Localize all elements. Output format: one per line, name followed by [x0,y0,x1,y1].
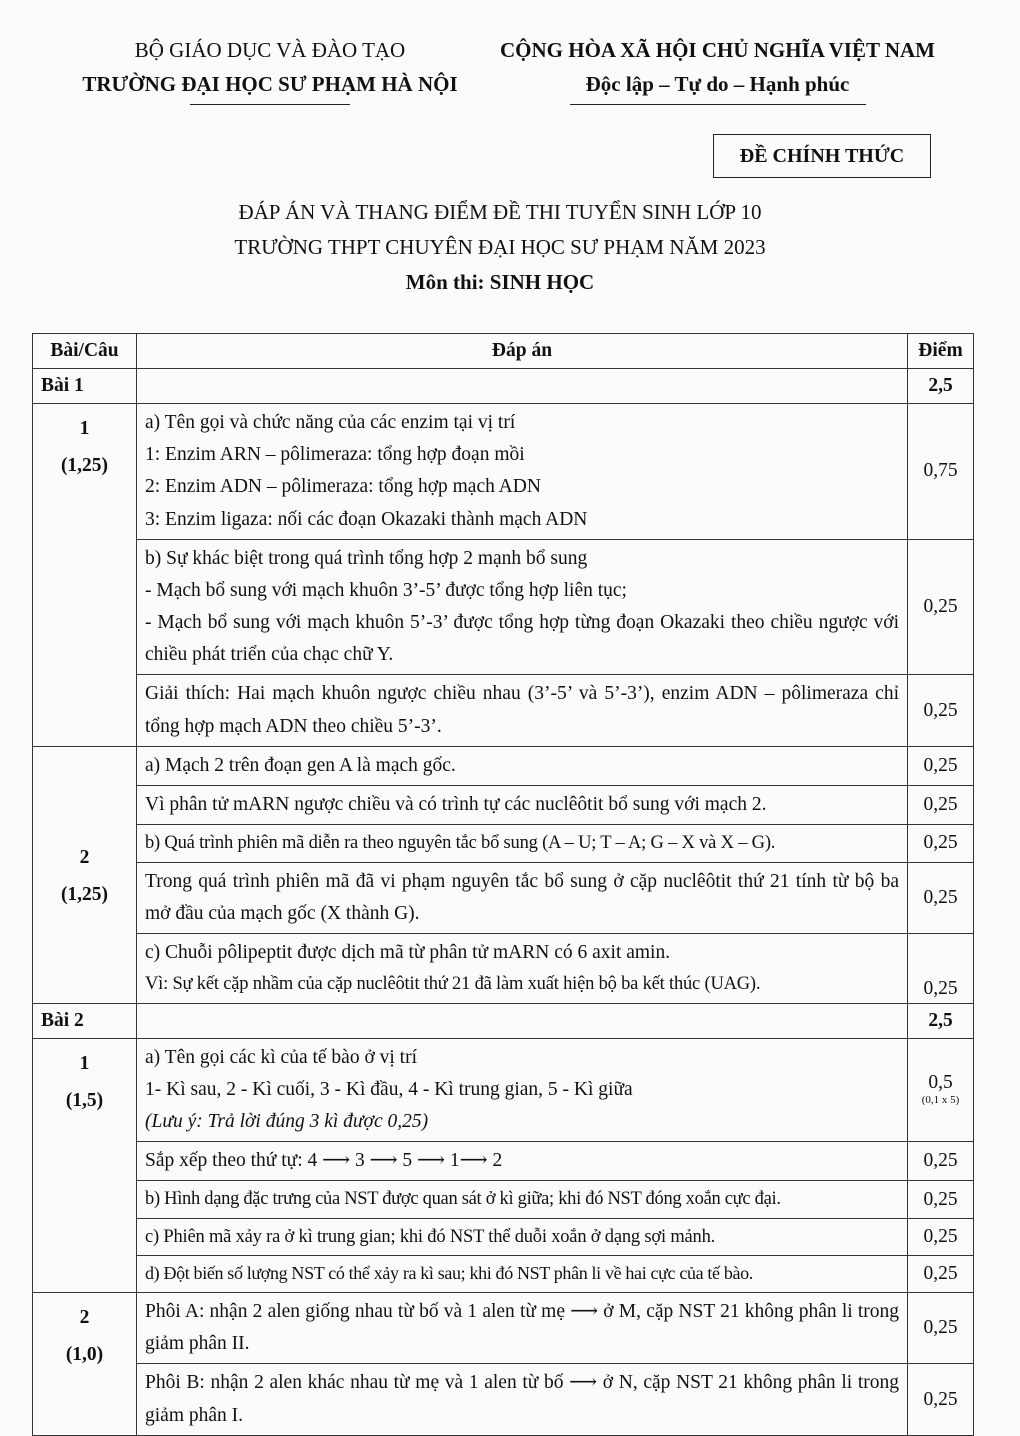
table-header-row [33,334,974,369]
table-row [33,1364,974,1435]
table-row [33,785,974,824]
b2c1-r5-points: 0,25 [908,1256,974,1293]
doc-subject: Môn thi: SINH HỌC [405,270,595,294]
header-points: Điểm [908,334,974,369]
doc-title-line2: TRƯỜNG THPT CHUYÊN ĐẠI HỌC SƯ PHẠM NĂM 2023 [234,235,766,259]
header-answer: Đáp án [137,334,908,369]
b2c1-r5: d) Đột biến số lượng NST có thể xảy ra kì sau; khi đó NST phân li về hai cực của tế bào. [137,1256,908,1293]
table-row [33,539,974,675]
header-right [480,34,955,101]
b1c2-r4: Trong quá trình phiên mã đã vi phạm nguyên tắc bổ sung ở cặp nuclêôtit thứ 21 tính từ bộ ba mở đầu của mạch gốc (X thành G). [137,862,908,933]
answer-table [32,333,974,1436]
b2c1-r3: b) Hình dạng đặc trưng của NST được quan sát ở kì giữa; khi đó NST đóng xoắn cực đại. [137,1181,908,1219]
b2c1-r2: Sắp xếp theo thứ tự: 4 ⟶ 3 ⟶ 5 ⟶ 1⟶ 2 [137,1142,908,1181]
country-name: CỘNG HÒA XÃ HỘI CHỦ NGHĨA VIỆT NAM [499,38,936,62]
b2c2-r2-points: 0,25 [908,1364,974,1435]
right-underline [570,104,866,105]
left-underline [190,104,350,105]
b2c2-r2: Phôi B: nhận 2 alen khác nhau từ mẹ và 1 alen từ bố ⟶ ở N, cặp NST 21 không phân li trong giảm phân I. [137,1364,908,1435]
table-row [33,933,974,1003]
table-row [33,404,974,540]
b2c1-r1: a) Tên gọi các kì của tế bào ở vị trí 1- Kì sau, 2 - Kì cuối, 3 - Kì đầu, 4 - Kì trung gian, 5 - Kì giữa (Lưu ý: Trả lời đúng 3 kì được 0,25) [137,1038,908,1142]
b1c1-a-points: 0,75 [908,404,974,540]
official-stamp-box: ĐỀ CHÍNH THỨC [713,134,931,178]
header-left [60,34,480,101]
b1c1-explain: Giải thích: Hai mạch khuôn ngược chiều nhau (3’-5’ và 5’-3’), enzim ADN – pôlimeraza chỉ tổng hợp mạch ADN theo chiều 5’-3’. [137,675,908,746]
b2c1-r1-points: 0,5 (0,1 x 5) [908,1038,974,1142]
b2c1-label: 1 (1,5) [33,1038,137,1292]
b2c1-r4-points: 0,25 [908,1218,974,1256]
b1c2-label: 2 (1,25) [33,746,137,1003]
bai1-points: 2,5 [908,369,974,404]
b1c2-r4-points: 0,25 [908,862,974,933]
bai2-points: 2,5 [908,1003,974,1038]
table-row [33,1256,974,1293]
b2c1-r4: c) Phiên mã xảy ra ở kì trung gian; khi đó NST thể duỗi xoắn ở dạng sợi mảnh. [137,1218,908,1256]
b1c2-r1: a) Mạch 2 trên đoạn gen A là mạch gốc. [137,746,908,785]
university-name: TRƯỜNG ĐẠI HỌC SƯ PHẠM HÀ NỘI [82,71,458,96]
b1c1-part-a: a) Tên gọi và chức năng của các enzim tại vị trí 1: Enzim ARN – pôlimeraza: tổng hợp đoạn mồi 2: Enzim ADN – pôlimeraza: tổng hợp mạch ADN 3: Enzim ligaza: nối các đoạn Okazaki thành mạch ADN [137,404,908,540]
b2c1-r3-points: 0,25 [908,1181,974,1219]
b1c2-r2-points: 0,25 [908,785,974,824]
b1c1-b-points: 0,25 [908,539,974,675]
b1c2-r5: c) Chuỗi pôlipeptit được dịch mã từ phân tử mARN có 6 axit amin. Vì: Sự kết cặp nhầm của cặp nuclêôtit thứ 21 đã làm xuất hiện bộ ba kết thúc (UAG). [137,933,908,1003]
bai1-label: Bài 1 [33,369,137,404]
table-row [33,1038,974,1142]
b1c2-r5-points: 0,25 [908,933,974,1003]
b2c1-r2-points: 0,25 [908,1142,974,1181]
table-row [33,1293,974,1364]
b1c1-part-b: b) Sự khác biệt trong quá trình tổng hợp 2 mạnh bổ sung - Mạch bổ sung với mạch khuôn 3’-5’ được tổng hợp liên tục; - Mạch bổ sung với mạch khuôn 5’-3’ được tổng hợp từng đoạn Okazaki theo chiều ngược với chiều phát triển của chạc chữ Y. [137,539,908,675]
table-row [33,1218,974,1256]
motto: Độc lập – Tự do – Hạnh phúc [585,71,850,96]
header-question: Bài/Câu [33,334,137,369]
table-row [33,675,974,746]
b2c2-r1-points: 0,25 [908,1293,974,1364]
table-row [33,862,974,933]
b1c1-c-points: 0,25 [908,675,974,746]
b2c2-r1: Phôi A: nhận 2 alen giống nhau từ bố và 1 alen từ mẹ ⟶ ở M, cặp NST 21 không phân li trong giảm phân II. [137,1293,908,1364]
ministry-name: BỘ GIÁO DỤC VÀ ĐÀO TẠO [134,38,406,62]
table-row [33,825,974,863]
bai1-row [33,369,974,404]
b1c2-r3-points: 0,25 [908,825,974,863]
table-row [33,746,974,785]
bai2-label: Bài 2 [33,1003,137,1038]
doc-title-line1: ĐÁP ÁN VÀ THANG ĐIỂM ĐỀ THI TUYỂN SINH LỚP 10 [238,200,762,224]
b1c2-r1-points: 0,25 [908,746,974,785]
b2c2-label: 2 (1,0) [33,1293,137,1436]
table-row [33,1142,974,1181]
b1c1-label: 1 (1,25) [33,404,137,747]
table-row [33,1181,974,1219]
bai2-row [33,1003,974,1038]
b1c2-r3: b) Quá trình phiên mã diễn ra theo nguyên tắc bổ sung (A – U; T – A; G – X và X – G). [137,825,908,863]
b1c2-r2: Vì phân tử mARN ngược chiều và có trình tự các nuclêôtit bổ sung với mạch 2. [137,785,908,824]
